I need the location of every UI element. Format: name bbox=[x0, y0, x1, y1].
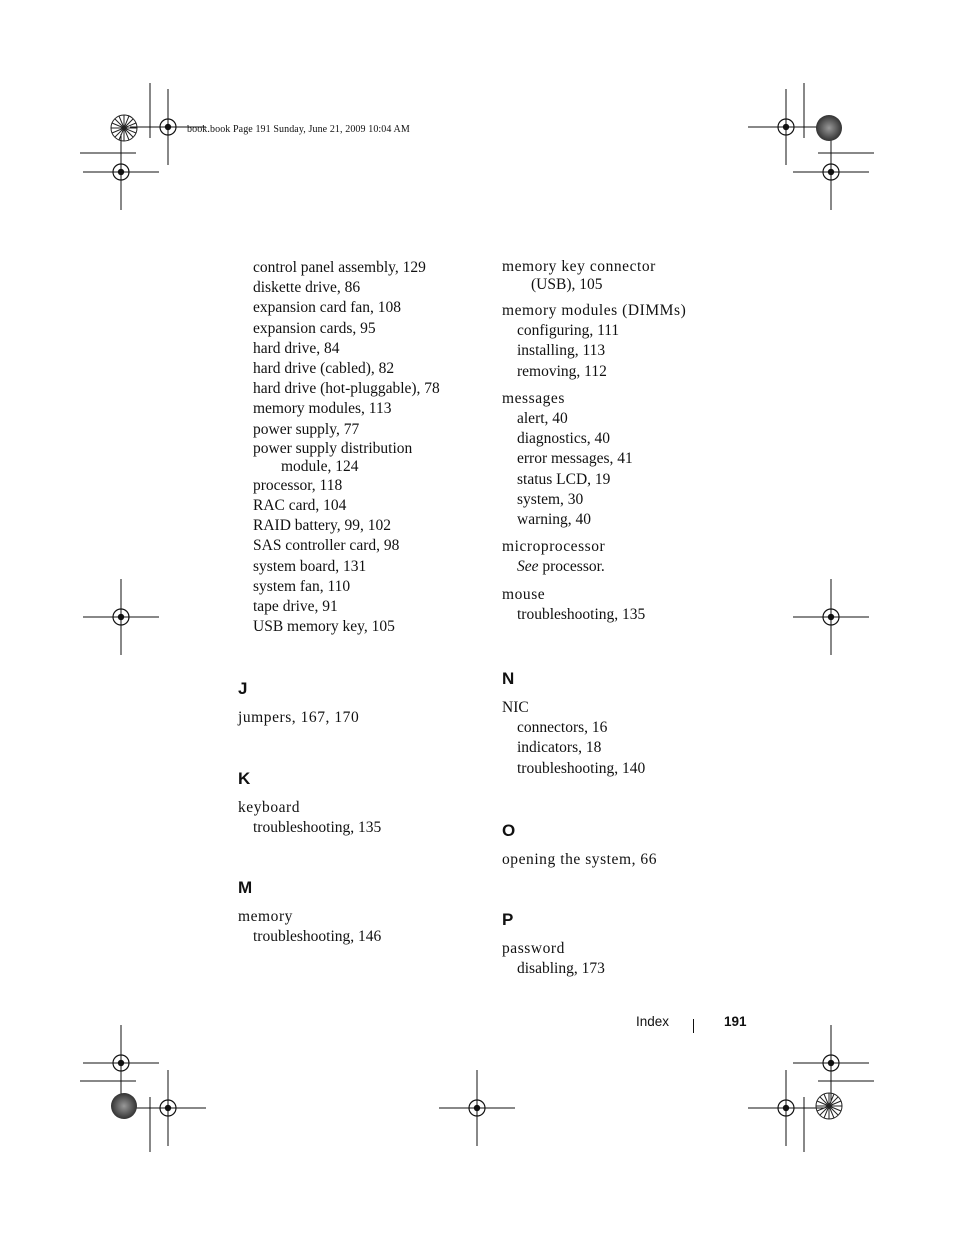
index-entry: NIC bbox=[502, 699, 529, 717]
crosshair-mark-tr2 bbox=[793, 134, 869, 210]
section-letter: N bbox=[502, 669, 515, 689]
index-subentry: troubleshooting, 146 bbox=[253, 928, 382, 946]
index-subentry: disabling, 173 bbox=[517, 960, 605, 978]
index-subentry-continuation: module, 124 bbox=[281, 457, 359, 475]
index-entry: mouse bbox=[502, 585, 546, 603]
index-subentry: error messages, 41 bbox=[517, 450, 633, 468]
index-entry: opening the system, 66 bbox=[502, 850, 658, 868]
footer-section-name: Index bbox=[636, 1014, 670, 1029]
index-column-left bbox=[238, 258, 478, 947]
index-entry: memory key connector bbox=[502, 258, 656, 275]
crosshair-mark-bl1 bbox=[83, 1025, 159, 1101]
section-letter: P bbox=[502, 910, 514, 930]
section-letter: O bbox=[502, 820, 516, 840]
crosshair-mark-tl2 bbox=[83, 134, 159, 210]
index-section-p bbox=[502, 910, 742, 979]
index-see-reference bbox=[502, 557, 742, 577]
index-entry: memory bbox=[238, 908, 293, 926]
index-subentry: diagnostics, 40 bbox=[517, 430, 610, 448]
index-subentry: system, 30 bbox=[517, 490, 584, 508]
crosshair-mark-br2 bbox=[748, 1070, 824, 1146]
index-subentry: RAID battery, 99, 102 bbox=[253, 517, 392, 535]
index-subentry: troubleshooting, 140 bbox=[517, 759, 646, 777]
index-subentry: warning, 40 bbox=[517, 511, 592, 529]
see-label: See bbox=[517, 558, 539, 576]
print-header-note: book.book Page 191 Sunday, June 21, 2009 10:04 AM bbox=[187, 124, 410, 135]
index-subentry: alert, 40 bbox=[517, 410, 568, 428]
index-entry: keyboard bbox=[238, 798, 301, 816]
section-letter: M bbox=[238, 878, 253, 898]
index-subentry: expansion cards, 95 bbox=[253, 319, 376, 337]
index-subentry: control panel assembly, 129 bbox=[253, 259, 426, 276]
grey-mark-bl bbox=[111, 1093, 137, 1119]
index-entry: password bbox=[502, 940, 565, 958]
see-target: processor. bbox=[538, 558, 605, 576]
index-subentry: diskette drive, 86 bbox=[253, 279, 361, 297]
page-number: 191 bbox=[724, 1014, 747, 1029]
index-subentry: status LCD, 19 bbox=[517, 470, 611, 488]
crosshair-mark-br1 bbox=[793, 1025, 869, 1101]
index-subentry: removing, 112 bbox=[517, 362, 607, 380]
index-section-k bbox=[238, 769, 478, 838]
index-subentry: system fan, 110 bbox=[253, 577, 351, 595]
crosshair-mark-mr bbox=[793, 579, 869, 655]
index-entry: messages bbox=[502, 389, 565, 407]
footer-separator bbox=[693, 1019, 694, 1033]
index-subentry: troubleshooting, 135 bbox=[253, 818, 382, 836]
index-subentry: power supply, 77 bbox=[253, 420, 360, 438]
index-entry: microprocessor bbox=[502, 538, 606, 556]
index-subentry: SAS controller card, 98 bbox=[253, 537, 400, 555]
grey-mark-tr bbox=[816, 115, 842, 141]
index-subentry: memory modules, 113 bbox=[253, 400, 392, 418]
index-subentry: troubleshooting, 135 bbox=[517, 605, 646, 623]
index-column-right bbox=[502, 258, 742, 979]
index-subentry: RAC card, 104 bbox=[253, 497, 347, 515]
index-subentry: power supply distribution bbox=[253, 439, 413, 457]
index-subentry: connectors, 16 bbox=[517, 719, 608, 737]
index-subentry: installing, 113 bbox=[517, 342, 606, 360]
index-entry: memory modules (DIMMs) bbox=[502, 302, 687, 319]
index-subentry: indicators, 18 bbox=[517, 739, 602, 757]
index-section-o bbox=[502, 821, 742, 870]
index-section-j bbox=[238, 679, 478, 728]
index-subentry: hard drive, 84 bbox=[253, 339, 340, 357]
index-section-m bbox=[238, 878, 478, 947]
crosshair-mark-tr1 bbox=[748, 89, 824, 165]
index-subentry: hard drive (cabled), 82 bbox=[253, 360, 395, 378]
crosshair-mark-bl2 bbox=[130, 1070, 206, 1146]
index-entry: jumpers, 167, 170 bbox=[238, 709, 360, 727]
index-subentry: processor, 118 bbox=[253, 476, 343, 494]
crosshair-mark-bc bbox=[439, 1070, 515, 1146]
index-entry-continuation: (USB), 105 bbox=[531, 276, 603, 293]
index-subentry: expansion card fan, 108 bbox=[253, 299, 402, 317]
section-letter: K bbox=[238, 768, 251, 788]
index-section-n bbox=[502, 669, 742, 779]
index-subentry: USB memory key, 105 bbox=[253, 618, 395, 636]
index-subentry: system board, 131 bbox=[253, 557, 367, 575]
crosshair-mark-ml bbox=[83, 579, 159, 655]
index-subentry: tape drive, 91 bbox=[253, 598, 338, 616]
index-subentry: hard drive (hot-pluggable), 78 bbox=[253, 380, 440, 398]
index-subentry: configuring, 111 bbox=[517, 322, 620, 340]
section-letter: J bbox=[238, 679, 248, 699]
